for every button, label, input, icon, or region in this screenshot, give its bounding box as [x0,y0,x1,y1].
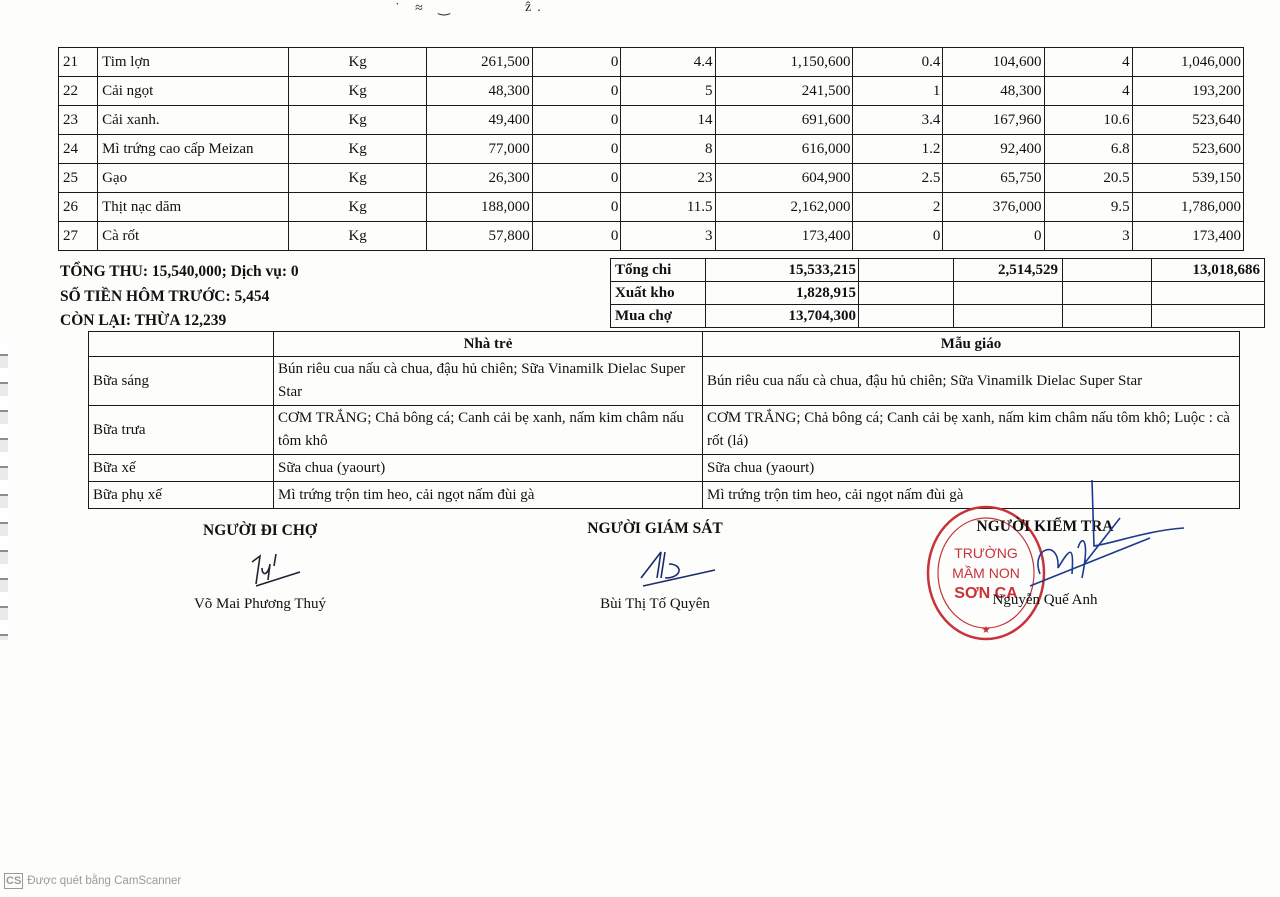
svg-text:TRƯỜNG: TRƯỜNG [954,545,1018,561]
qty-total: 5 [621,77,715,106]
meal-name: Bữa phụ xế [89,482,274,509]
item-name: Gạo [98,164,289,193]
svg-text:★: ★ [981,625,991,636]
amount-market: 173,400 [1132,222,1243,251]
buyer-role: NGƯỜI ĐI CHỢ [203,522,317,539]
row-index: 21 [59,48,98,77]
qty-market: 20.5 [1044,164,1132,193]
qty-zero: 0 [532,135,621,164]
qty-total: 11.5 [621,193,715,222]
unit-price: 48,300 [427,77,533,106]
qty-zero: 0 [532,164,621,193]
totals-row-xuat-kho [611,282,1265,305]
item-name: Thịt nạc dăm [98,193,289,222]
meal-name: Bữa sáng [89,357,274,406]
qty-market: 10.6 [1044,106,1132,135]
amount-market: 539,150 [1132,164,1243,193]
amount-stock: 376,000 [943,193,1044,222]
qty-zero: 0 [532,106,621,135]
cropped-header-marks: ˙ ≈ ‿ ẑ. [395,0,547,16]
previous-balance: SỐ TIỀN HÔM TRƯỚC: 5,454 [60,287,270,305]
item-name: Tim lợn [98,48,289,77]
unit-price: 49,400 [427,106,533,135]
svg-text:SƠN CA: SƠN CA [954,585,1018,602]
qty-market: 9.5 [1044,193,1132,222]
row-index: 24 [59,135,98,164]
amount-stock: 104,600 [943,48,1044,77]
row-index: 25 [59,164,98,193]
table-row [59,48,1244,77]
item-unit: Kg [289,164,427,193]
inspector-role: NGƯỜI KIỂM TRA [976,518,1114,535]
item-name: Cà rốt [98,222,289,251]
inspector-signature-mark [1000,478,1200,598]
menu-nha-tre: CƠM TRẮNG; Chả bông cá; Canh cải bẹ xanh, nấm kim châm nấu tôm khô [274,406,703,455]
totals-table [610,258,1265,328]
item-unit: Kg [289,48,427,77]
amount-market: 523,640 [1132,106,1243,135]
scan-edge-artifact [0,340,8,640]
item-unit: Kg [289,222,427,251]
qty-stock: 2 [853,193,943,222]
menu-nha-tre: Mì trứng trộn tim heo, cải ngọt nấm đùi gà [274,482,703,509]
unit-price: 188,000 [427,193,533,222]
signature-buyer [170,522,350,613]
qty-total: 23 [621,164,715,193]
qty-total: 8 [621,135,715,164]
menu-header-row [89,332,1240,357]
amount-total: 691,600 [715,106,853,135]
amount-total: 616,000 [715,135,853,164]
table-row [59,135,1244,164]
remaining-balance: CÒN LẠI: THỪA 12,239 [60,312,227,329]
menu-mau-giao: Mì trứng trộn tim heo, cải ngọt nấm đùi gà [703,482,1240,509]
supervisor-signature-mark [585,538,725,596]
totals-row-mua-cho [611,305,1265,328]
supervisor-role: NGƯỜI GIÁM SÁT [587,520,723,537]
qty-total: 4.4 [621,48,715,77]
unit-price: 26,300 [427,164,533,193]
xuat-kho-value: 1,828,915 [706,282,859,305]
qty-stock: 3.4 [853,106,943,135]
amount-market: 523,600 [1132,135,1243,164]
qty-stock: 2.5 [853,164,943,193]
qty-zero: 0 [532,48,621,77]
item-unit: Kg [289,135,427,164]
menu-mau-giao: Sữa chua (yaourt) [703,455,1240,482]
qty-total: 14 [621,106,715,135]
qty-market: 3 [1044,222,1132,251]
amount-stock: 65,750 [943,164,1044,193]
amount-market: 193,200 [1132,77,1243,106]
qty-market: 6.8 [1044,135,1132,164]
svg-text:MẦM NON: MẦM NON [952,565,1020,581]
table-row [59,193,1244,222]
item-unit: Kg [289,77,427,106]
table-row [59,222,1244,251]
unit-price: 77,000 [427,135,533,164]
table-row [59,77,1244,106]
camscanner-text: Được quét bằng CamScanner [27,875,182,887]
tong-chi-stock: 2,514,529 [954,259,1063,282]
amount-total: 241,500 [715,77,853,106]
unit-price: 261,500 [427,48,533,77]
row-index: 27 [59,222,98,251]
qty-stock: 0.4 [853,48,943,77]
qty-zero: 0 [532,222,621,251]
qty-stock: 0 [853,222,943,251]
item-unit: Kg [289,193,427,222]
menu-nha-tre: Sữa chua (yaourt) [274,455,703,482]
qty-stock: 1 [853,77,943,106]
total-income: TỔNG THU: 15,540,000; Dịch vụ: 0 [60,263,299,280]
menu-row [89,406,1240,455]
table-row [59,106,1244,135]
qty-market: 4 [1044,77,1132,106]
qty-zero: 0 [532,193,621,222]
summary-block [60,260,299,334]
menu-nha-tre: Bún riêu cua nấu cà chua, đậu hủ chiên; Sữa Vinamilk Dielac Super Star [274,357,703,406]
signature-supervisor [565,520,745,613]
tong-chi-value: 15,533,215 [706,259,859,282]
qty-market: 4 [1044,48,1132,77]
header-nha-tre: Nhà trẻ [274,332,703,357]
unit-price: 57,800 [427,222,533,251]
menu-row [89,357,1240,406]
qty-stock: 1.2 [853,135,943,164]
menu-mau-giao: Bún riêu cua nấu cà chua, đậu hủ chiên; Sữa Vinamilk Dielac Super Star [703,357,1240,406]
amount-stock: 167,960 [943,106,1044,135]
qty-zero: 0 [532,77,621,106]
row-index: 22 [59,77,98,106]
amount-stock: 0 [943,222,1044,251]
amount-market: 1,046,000 [1132,48,1243,77]
meal-name: Bữa xế [89,455,274,482]
buyer-signature-mark [200,540,320,596]
amount-stock: 48,300 [943,77,1044,106]
amount-stock: 92,400 [943,135,1044,164]
amount-total: 173,400 [715,222,853,251]
supervisor-name: Bùi Thị Tố Quyên [600,596,710,612]
camscanner-logo-icon: CS [6,875,22,887]
row-index: 23 [59,106,98,135]
xuat-kho-label: Xuất kho [611,282,706,305]
meal-name: Bữa trưa [89,406,274,455]
mua-cho-value: 13,704,300 [706,305,859,328]
tong-chi-label: Tổng chi [611,259,706,282]
goods-table [58,47,1244,251]
item-name: Cải ngọt [98,77,289,106]
menu-mau-giao: CƠM TRẮNG; Chả bông cá; Canh cải bẹ xanh, nấm kim châm nấu tôm khô; Luộc : cà rốt (lá) [703,406,1240,455]
item-name: Cải xanh. [98,106,289,135]
row-index: 26 [59,193,98,222]
totals-row-tong-chi [611,259,1265,282]
amount-total: 604,900 [715,164,853,193]
mua-cho-label: Mua chợ [611,305,706,328]
inspector-name: Nguyễn Quế Anh [992,592,1098,608]
amount-total: 1,150,600 [715,48,853,77]
qty-total: 3 [621,222,715,251]
table-row [59,164,1244,193]
item-name: Mì trứng cao cấp Meizan [98,135,289,164]
camscanner-footer [4,873,181,889]
amount-market: 1,786,000 [1132,193,1243,222]
header-mau-giao: Mẫu giáo [703,332,1240,357]
buyer-name: Võ Mai Phương Thuý [193,596,327,612]
item-unit: Kg [289,106,427,135]
amount-total: 2,162,000 [715,193,853,222]
tong-chi-market: 13,018,686 [1152,259,1265,282]
